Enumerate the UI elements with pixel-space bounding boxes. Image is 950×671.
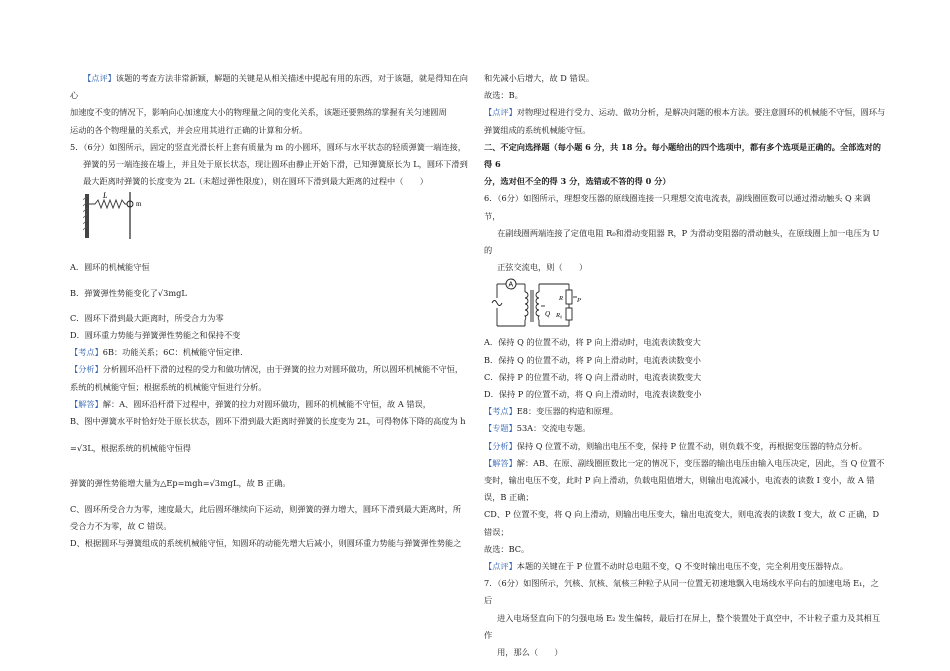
q6-jieda-line-3: 误，B 正确； — [484, 492, 534, 503]
q6-answer: 故选：BC。 — [484, 543, 530, 554]
q6-figure — [484, 276, 886, 334]
q6-stem-line-3: 正弦交流电，则（ ） — [497, 262, 588, 273]
q6-stem-line-1: 6．（6分）如图所示，理想变压器的原线圈连接一只理想交流电流表，副线圈匝数可以通过滑动触头 Q 来调节， — [484, 193, 871, 221]
q5-fenxi-line-1: 【分析】分析圆环沿杆下滑的过程的受力和做功情况，由于弹簧的拉力对圆环做功，所以圆环机械能不守恒， — [70, 364, 464, 375]
primary-coil — [525, 292, 528, 320]
rheostat-R — [566, 290, 572, 304]
intro-comment-line-1: 【点评】该题的考查方法非常新颖，解题的关键是从相关描述中提起有用的东西，对于该题，就是得知在向心 — [70, 73, 468, 101]
left-column — [70, 70, 470, 552]
right-column — [484, 70, 886, 661]
transformer-circuit-diagram — [489, 276, 589, 332]
q6-option-d: D．保持 P 的位置不动，将 Q 向上滑动时，电流表读数变小 — [484, 389, 702, 400]
q6-zhuanti: 【专题】53A：交流电专题。 — [484, 423, 591, 434]
q6-kaodian: 【考点】E8：变压器的构造和原理。 — [484, 406, 619, 417]
q7-stem-line-1: 7．（6分）如图所示，氕核、氘核、氚核三种粒子从同一位置无初速地飘入电场线水平向右的加速电场 E₁，之后 — [484, 578, 879, 606]
spring-ring-diagram — [83, 190, 173, 240]
q6-dianping: 【点评】本题的关键在于 P 位置不动时总电阻不变，Q 不变时输出电压不变，完全利用变压器特点。 — [484, 561, 848, 572]
intro-comment-tag: 【点评】 — [83, 73, 116, 83]
q6-fenxi: 【分析】保持 Q 位置不动，则输出电压不变，保持 P 位置不动，则负载不变，再根据变压器的特点分析。 — [484, 440, 867, 451]
label-L: L — [103, 191, 108, 201]
intro-comment-line-3: 运动的各个物理量的关系式，并会应用其进行正确的计算和分析。 — [70, 124, 308, 135]
q5-jieda-line-5: C、圆环所受合力为零，速度最大，此后圆环继续向下运动，则弹簧的弹力增大，圆环下滑到最大距离时，所 — [70, 503, 462, 514]
q6-option-b: B．保持 Q 的位置不动，将 P 向上滑动时，电流表读数变小 — [484, 354, 701, 365]
svg-text:P: P — [576, 297, 581, 305]
ac-source-icon — [492, 301, 502, 306]
q5-figure — [70, 190, 470, 242]
q5-kaodian: 【考点】6B：功能关系；6C：机械能守恒定律． — [70, 347, 249, 358]
q6-option-a: A．保持 Q 的位置不动，将 P 向上滑动时，电流表读数变大 — [484, 337, 701, 348]
svg-text:R: R — [558, 295, 563, 303]
section-heading-line-2: 分，选对但不全的得 3 分，选错或不答的得 0 分） — [484, 176, 671, 187]
q5-option-a: A．圆环的机械能守恒 — [70, 262, 150, 273]
label-m: m — [136, 200, 142, 209]
q6-option-c: C．保持 P 的位置不动，将 Q 向上滑动时，电流表读数变大 — [484, 371, 702, 382]
q6-stem-line-2: 在副线圈两端连接了定值电阻 R₀和滑动变阻器 R，P 为滑动变阻器的滑动触头，在原线圈上加一电压为 U 的 — [484, 227, 880, 256]
q5-jieda-line-2: B、图中弹簧水平时恰好处于原长状态，圆环下滑到最大距离时弹簧的长度变为 2L，可得物体下降的高度为 h — [70, 416, 466, 427]
q5-cont-line: 和先减小后增大，故 D 错误。 — [484, 73, 595, 83]
q6-jieda-line-4: CD、P 位置不变，将 Q 向上滑动，则输出电压变大，输出电流变大，则电流表的读数 I 变大，故 C 正确，D — [484, 509, 880, 520]
intro-comment-line-2: 加速度不变的情况下，影响向心加速度大小的物理量之间的变化关系，该题还要熟练的掌握有关匀速圆周 — [70, 107, 447, 118]
q5-option-b: B．弹簧弹性势能变化了√3mgL — [70, 287, 187, 298]
wall — [85, 194, 89, 238]
q5-jieda-line-7: D、根据圆环与弹簧组成的系统机械能守恒，知圆环的动能先增大后减小，则圆环重力势能与弹簧弹性势能之 — [70, 538, 462, 549]
q5-jieda-line-3: =√3L，根据系统的机械能守恒得 — [70, 443, 191, 454]
section-heading-line-1: 二、不定向选择题（每小题 6 分，共 18 分。每小题给出的四个选项中，都有多个选项是正确的。全部选对的得 6 — [484, 141, 881, 170]
resistor-R0 — [566, 308, 572, 320]
spring — [89, 200, 127, 208]
q5-answer: 故选：B。 — [484, 90, 523, 101]
q6-jieda-line-2: 变时，输出电压不变，此时 P 向上滑动，负载电阻值增大，则输出电流减小，电流表的读数 I 变小，故 A 错 — [484, 475, 875, 486]
q7-stem-line-3: 用，那么（ ） — [497, 647, 563, 658]
secondary-coil — [536, 292, 539, 320]
q5-jieda-line-1: 【解答】解：A、圆环沿杆滑下过程中，弹簧的拉力对圆环做功，圆环的机械能不守恒，故 A 错误， — [70, 398, 431, 409]
q5-jieda-line-6: 受合力不为零，故 C 错误。 — [70, 520, 172, 531]
q6-jieda-line-1: 【解答】解：AB、在原、副线圈匝数比一定的情况下，变压器的输出电压由输入电压决定，因此，当 Q 位置不 — [484, 457, 885, 468]
q5-dianping-line-2: 弹簧组成的系统机械能守恒。 — [484, 124, 591, 135]
q5-stem-line-2: 弹簧的另一端连接在墙上，并且处于原长状态，现让圆环由静止开始下滑，已知弹簧原长为 L，圆环下滑到 — [83, 159, 468, 170]
svg-text:Q: Q — [544, 310, 550, 319]
q5-jieda-line-4: 弹簧的弹性势能增大量为△Ep=mgh=√3mgL，故 B 正确。 — [70, 478, 291, 489]
q5-dianping-line-1: 【点评】对物理过程进行受力、运动、做功分析，是解决问题的根本方法。要注意圆环的机械能不守恒，圆环与 — [484, 107, 886, 118]
q5-option-d: D．圆环重力势能与弹簧弹性势能之和保持不变 — [70, 330, 241, 341]
svg-text:A: A — [508, 281, 514, 289]
q7-stem-line-2: 进入电场竖直向下的匀强电场 E₂ 发生偏转，最后打在屏上，整个装置处于真空中，不计粒子重力及其相互作 — [484, 612, 881, 640]
q5-fenxi-line-2: 系统的机械能守恒；根据系统的机械能守恒进行分析。 — [70, 381, 267, 392]
q6-jieda-line-5: 错误； — [484, 526, 509, 537]
q5-stem-line-3: 最大距离时弹簧的长度变为 2L（未超过弹性限度），则在圆环下滑到最大距离的过程中（ ） — [83, 176, 428, 187]
q5-option-c: C．圆环下滑到最大距离时，所受合力为零 — [70, 312, 224, 323]
svg-text:R₀: R₀ — [555, 312, 563, 320]
q5-stem-line-1: 5．（6分）如图所示，固定的竖直光滑长杆上套有质量为 m 的小圆环，圆环与水平状态的轻质弹簧一端连接， — [70, 141, 466, 152]
